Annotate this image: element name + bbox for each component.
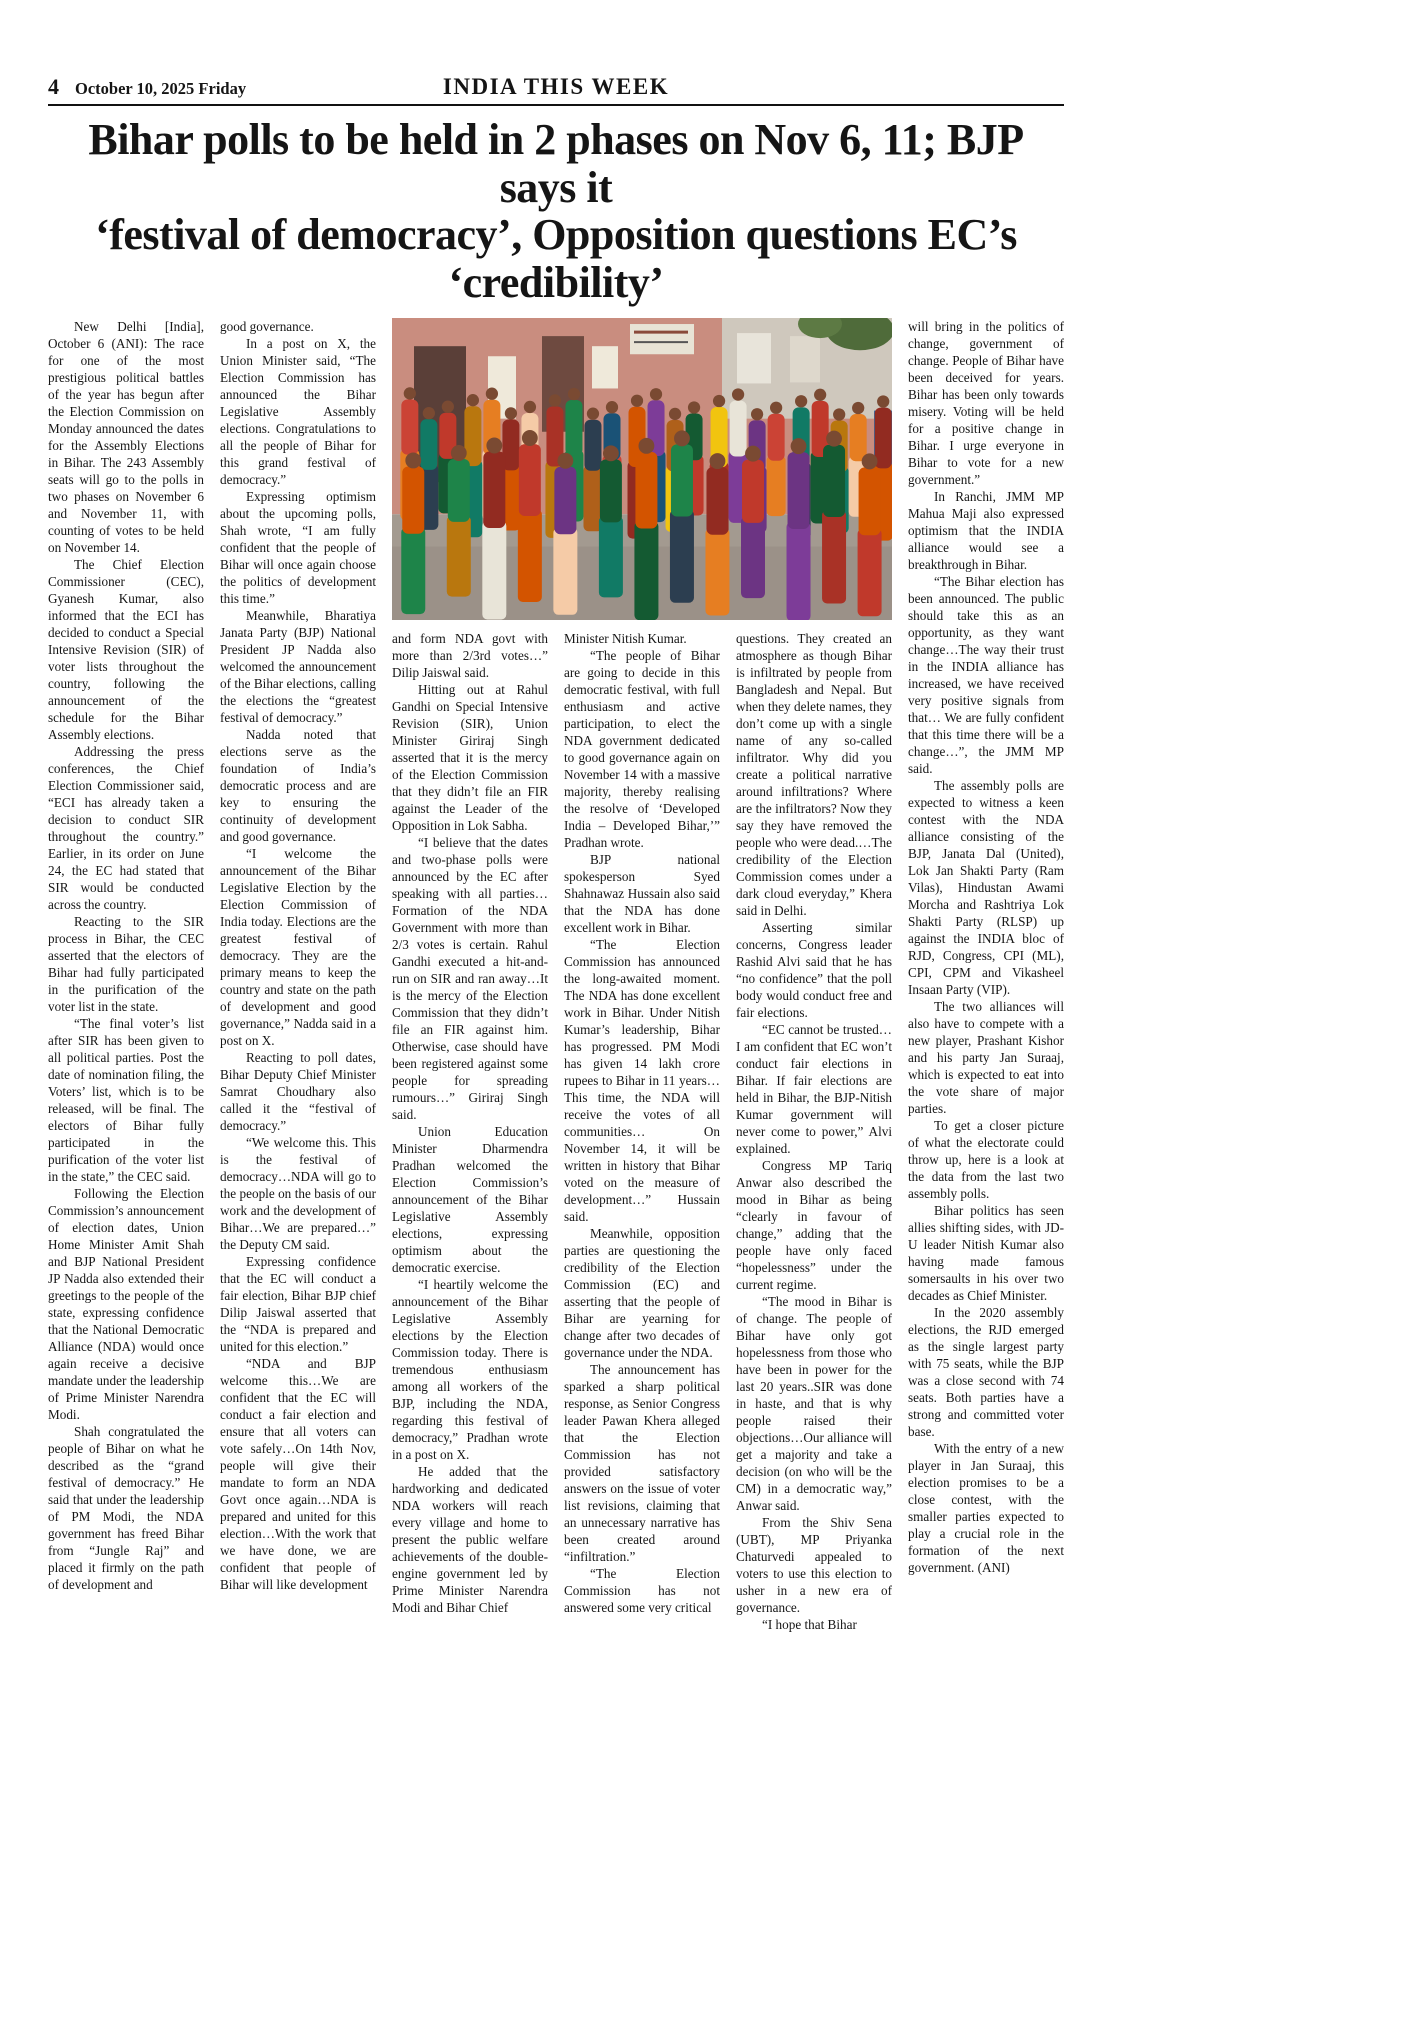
paragraph: Hitting out at Rahul Gandhi on Special Intensive Revision (SIR), Union Minister Giriraj Singh asserted that it is the mercy of the Election Commission that they didn’t file an FIR against the Leader of the Opposition in Lok Sabha.	[392, 682, 548, 834]
page-number: 4	[48, 74, 59, 99]
article-middle-section	[392, 318, 892, 1633]
paragraph: “The Bihar election has been announced. The public should take this as an opportunity, as they want change…The way their trust in the INDIA alliance has increased, we have received very positive signals from that… We are fully confident that this time there will be a change…”, the JMM MP said.	[908, 574, 1064, 777]
paragraph: Expressing confidence that the EC will conduct a fair election, Bihar BJP chief Dilip Jaiswal asserted that the “NDA is prepared and united for this election.”	[220, 1254, 376, 1355]
paragraph: “I believe that the dates and two-phase polls were announced by the EC after speaking with all parties…Formation of the NDA Government with more than 2/3 votes is certain. Rahul Gandhi executed a hit-and-run on SIR and ran away…It is the mercy of the Election Commission that they didn’t file an FIR against him. Otherwise, case should have been registered against some people for spreading rumours…” Giriraj Singh said.	[392, 835, 548, 1123]
main-headline	[48, 116, 1064, 306]
paragraph: “We welcome this. This is the festival of democracy…NDA will go to the people on the basis of our work and the development of Bihar…We are prepared…” the Deputy CM said.	[220, 1135, 376, 1253]
paragraph: Shah congratulated the people of Bihar on what he described as the “grand festival of democracy.” He said that under the leadership of PM Modi, the NDA government has freed Bihar from “Jungle Raj” and placed it firmly on the path of development and	[48, 1424, 204, 1593]
paragraph: Asserting similar concerns, Congress leader Rashid Alvi said that he has “no confidence” that the poll body would conduct free and fair elections.	[736, 920, 892, 1021]
page-content	[48, 70, 1064, 1633]
paragraph: will bring in the politics of change, government of change. People of Bihar have been deceived for years. Bihar has been only towards misery. Voting will be held for a positive change in Bihar. I urge everyone in Bihar to vote for a new government.”	[908, 319, 1064, 488]
paragraph: Reacting to the SIR process in Bihar, the CEC asserted that the electors of Bihar had fully participated in the purification of the voter list in the state.	[48, 914, 204, 1015]
paragraph: “I hope that Bihar	[762, 1617, 857, 1633]
paragraph: The assembly polls are expected to witness a keen contest with the NDA alliance consisting of the BJP, Janata Dal (United), Lok Jan Shakti Party (Ram Vilas), Hindustan Awami Morcha and Rashtriya Lok Shakti Party (RLSP) up against the INDIA bloc of RJD, Congress, CPI (ML), CPI, CPM and Vikasheel Insaan Party (VIP).	[908, 778, 1064, 998]
article-column-3	[392, 630, 548, 1633]
paragraph: Addressing the press conferences, the Chief Election Commissioner said, “ECI has already taken a decision to conduct SIR throughout the country.” Earlier, in its order on June 24, the EC had stated that SIR would be conducted across the country.	[48, 744, 204, 913]
paragraph: In Ranchi, JMM MP Mahua Maji also expressed optimism that the INDIA alliance would see a breakthrough in Bihar.	[908, 489, 1064, 573]
paragraph: He added that the hardworking and dedicated NDA workers will reach every village and home to present the public welfare achievements of the double-engine government led by Prime Minister Narendra Modi and Bihar Chief	[392, 1464, 548, 1616]
paragraph: Meanwhile, opposition parties are questioning the credibility of the Election Commission (EC) and asserting that the people of Bihar are yearning for change after two decades of governance under the NDA.	[564, 1226, 720, 1361]
paragraph: “The Election Commission has announced the long-awaited moment. The NDA has done excellent work in Bihar. Under Nitish Kumar’s leadership, Bihar has progressed. PM Modi has given 14 lakh crore rupees to Bihar in 11 years… This time, the NDA will receive the votes of all communities… On November 14, it will be written in history that Bihar voted on the measure of development…” Hussain said.	[564, 937, 720, 1225]
paragraph: “The people of Bihar are going to decide in this democratic festival, with full enthusiasm and active participation, to elect the NDA government dedicated to good governance again on November 14 with a massive majority, thereby realising the resolve of ‘Developed India – Developed Bihar,’” Pradhan wrote.	[564, 648, 720, 851]
paragraph: With the entry of a new player in Jan Suraaj, this election promises to be a close contest, with the smaller parties expected to play a crucial role in the formation of the next government. (ANI)	[908, 1441, 1064, 1576]
page-header	[48, 70, 1064, 106]
paragraph: The Chief Election Commissioner (CEC), Gyanesh Kumar, also informed that the ECI has decided to conduct a Special Intensive Revision (SIR) of voter lists throughout the country, following the announcement of the schedule for the Bihar Assembly elections.	[48, 557, 204, 743]
article-column-1	[48, 318, 204, 1633]
paragraph: Meanwhile, Bharatiya Janata Party (BJP) National President JP Nadda also welcomed the announcement of the Bihar elections, calling the elections the “greatest festival of democracy.”	[220, 608, 376, 726]
paragraph: “EC cannot be trusted…I am confident that EC won’t conduct fair elections in Bihar. If fair elections are held in Bihar, the BJP-Nitish Kumar government will never come to power,” Alvi explained.	[736, 1022, 892, 1157]
paragraph: good governance.	[220, 319, 314, 335]
article-body	[48, 318, 1064, 1633]
article-column-6	[908, 318, 1064, 1633]
paragraph: Reacting to poll dates, Bihar Deputy Chief Minister Samrat Choudhary also called it the “festival of democracy.”	[220, 1050, 376, 1134]
paragraph: The two alliances will also have to compete with a new player, Prashant Kishor and his party Jan Suraaj, which is expected to eat into the vote share of major parties.	[908, 999, 1064, 1117]
paragraph: In a post on X, the Union Minister said, “The Election Commission has announced the Bihar Legislative Assembly elections. Congratulations to all the people of Bihar for this grand festival of democracy.”	[220, 336, 376, 488]
masthead: INDIA THIS WEEK	[442, 74, 670, 99]
paragraph: “The final voter’s list after SIR has been given to all political parties. Post the date of nomination filing, the Voters’ list, which is to be released, will be final. The electors of Bihar fully participated in the purification of the voter list in the state,” the CEC said.	[48, 1016, 204, 1185]
paragraph: BJP national spokesperson Syed Shahnawaz Hussain also said that the NDA has done excellent work in Bihar.	[564, 852, 720, 936]
paragraph: “I heartily welcome the announcement of the Bihar Legislative Assembly elections by the Election Commission today. There is tremendous enthusiasm among all workers of the BJP, including the NDA, regarding this festival of democracy,” Pradhan wrote in a post on X.	[392, 1277, 548, 1463]
paragraph: From the Shiv Sena (UBT), MP Priyanka Chaturvedi appealed to voters to use this election to usher in a new era of governance.	[736, 1515, 892, 1616]
paragraph: To get a closer picture of what the electorate could throw up, here is a look at the data from the last two assembly polls.	[908, 1118, 1064, 1202]
polling-station-crowd-illustration	[392, 318, 892, 620]
paragraph: Nadda noted that elections serve as the foundation of India’s democratic process and are key to ensuring the continuity of development and good governance.	[220, 727, 376, 845]
issue-date: October 10, 2025 Friday	[75, 79, 247, 98]
paragraph: Bihar politics has seen allies shifting sides, with JD-U leader Nitish Kumar also having made famous somersaults in his over two decades as Chief Minister.	[908, 1203, 1064, 1304]
paragraph: Expressing optimism about the upcoming polls, Shah wrote, “I am fully confident that the people of Bihar will once again choose the politics of development this time.”	[220, 489, 376, 607]
article-column-2	[220, 318, 376, 1633]
header-left	[48, 74, 246, 100]
paragraph: Congress MP Tariq Anwar also described the mood in Bihar as being “clearly in favour of change,” adding that the people have only faced “hopelessness” under the current regime.	[736, 1158, 892, 1293]
headline-line-2: ‘festival of democracy’, Opposition questions EC’s ‘credibility’	[95, 210, 1017, 307]
paragraph: Minister Nitish Kumar.	[564, 631, 687, 647]
paragraph: and form NDA govt with more than 2/3rd votes…” Dilip Jaiswal said.	[392, 631, 548, 681]
headline-line-1: Bihar polls to be held in 2 phases on Nov 6, 11; BJP says it	[88, 115, 1024, 212]
article-column-4	[564, 630, 720, 1633]
paragraph: “NDA and BJP welcome this…We are confident that the EC will conduct a fair election and ensure that all voters can vote safely…On 14th Nov, people will give their mandate to form an NDA Govt once again…NDA is prepared and united for this election…With the work that we have done, we are confident that people of Bihar will like development	[220, 1356, 376, 1593]
article-column-5	[736, 630, 892, 1633]
article-middle-columns	[392, 630, 892, 1633]
paragraph: New Delhi [India], October 6 (ANI): The race for one of the most prestigious political battles of the year has begun after the Election Commission on Monday announced the dates for the Assembly Elections in Bihar. The 243 Assembly seats will go to the polls in two phases on November 6 and November 11, with counting of votes to be held on November 14.	[48, 319, 204, 556]
paragraph: “The mood in Bihar is of change. The people of Bihar have only got hopelessness from those who have been in power for the last 20 years..SIR was done in haste, and that is why people raised their objections…Our alliance will get a majority and take a decision (on who will be the CM) in a democratic way,” Anwar said.	[736, 1294, 893, 1514]
voters-queue-photo	[392, 318, 892, 620]
paragraph: Following the Election Commission’s announcement of election dates, Union Home Minister Amit Shah and BJP National President JP Nadda also extended their greetings to the people of the state, expressing confidence that the National Democratic Alliance (NDA) would once again receive a decisive mandate under the leadership of Prime Minister Narendra Modi.	[48, 1186, 204, 1423]
paragraph: questions. They created an atmosphere as though Bihar is infiltrated by people from Bangladesh and Nepal. But when they delete names, they don’t come up with a single name of any so-called infiltrator. Why did you create a political narrative around infiltrations? Where are the infiltrators? Now they say they have removed the people who were dead.…The credibility of the Election Commission comes under a dark cloud everyday,” Khera said in Delhi.	[736, 631, 892, 919]
paragraph: Union Education Minister Dharmendra Pradhan welcomed the Election Commission’s announcement of the Bihar Legislative Assembly elections, expressing optimism about the democratic exercise.	[392, 1124, 548, 1276]
paragraph: “I welcome the announcement of the Bihar Legislative Election by the Election Commission of India today. Elections are the greatest festival of democracy. They are the primary means to keep the country and state on the path of development and good governance,” Nadda said in a post on X.	[220, 846, 376, 1049]
paragraph: The announcement has sparked a sharp political response, as Senior Congress leader Pawan Khera alleged that the Election Commission has not provided satisfactory answers on the issue of voter list revisions, claiming that an unnecessary narrative has been created around “infiltration.”	[564, 1362, 720, 1565]
paragraph: “The Election Commission has not answered some very critical	[564, 1566, 720, 1616]
paragraph: In the 2020 assembly elections, the RJD emerged as the single largest party with 75 seats, while the BJP was a close second with 74 seats. Both parties have a strong and committed voter base.	[908, 1305, 1064, 1440]
